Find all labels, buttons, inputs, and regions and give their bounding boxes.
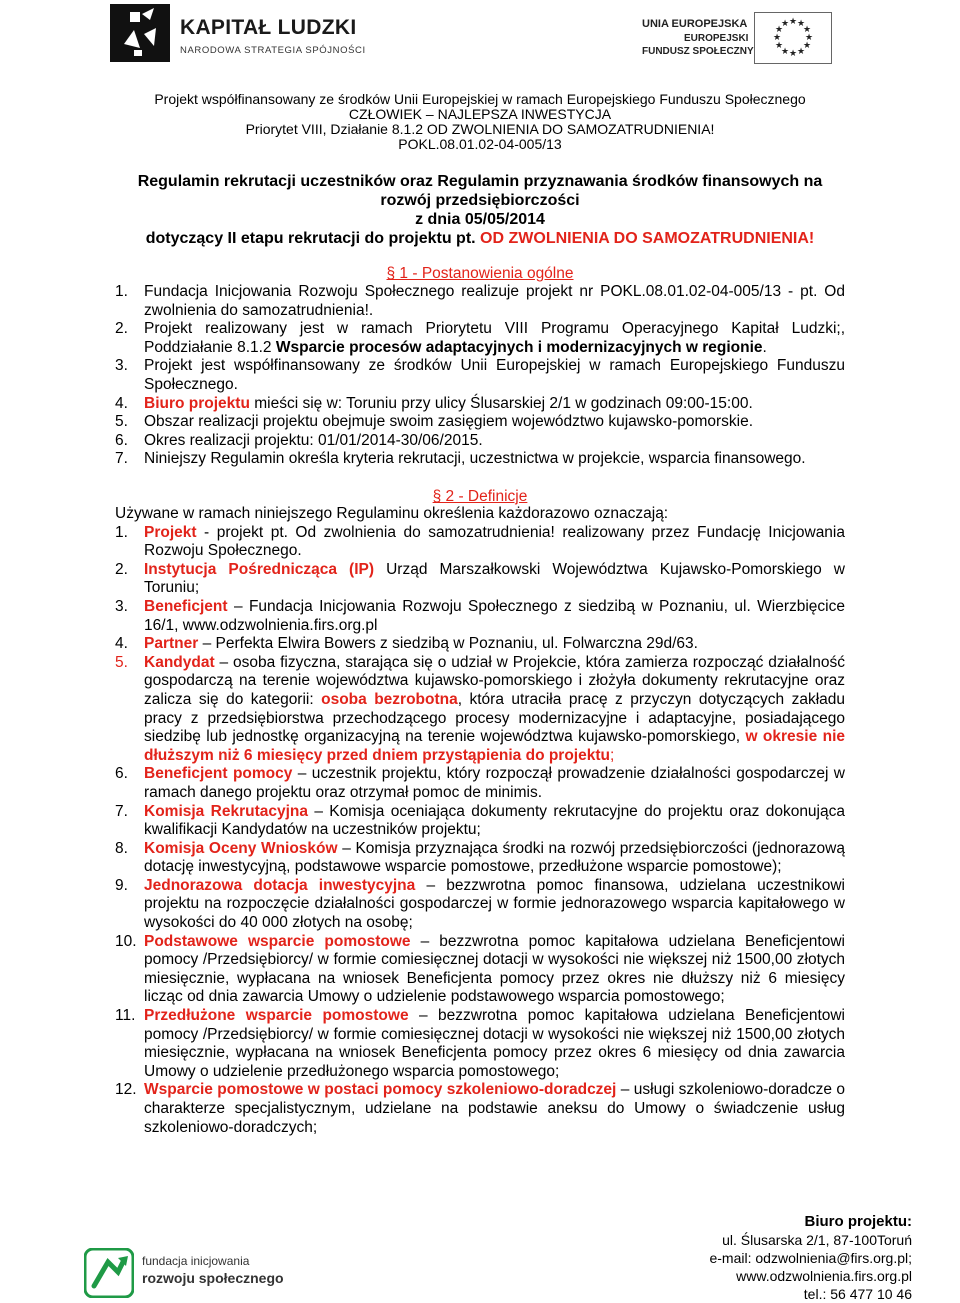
logo-left-subtitle: NARODOWA STRATEGIA SPÓJNOŚCI bbox=[180, 45, 366, 56]
header-line3: Priorytet VIII, Działanie 8.1.2 OD ZWOLNIENIA DO SAMOZATRUDNIENIA! bbox=[245, 121, 715, 137]
list-item: 4. Biuro projektu mieści się w: Toruniu przy ulicy Ślusarskiej 2/1 w godzinach 09:00-15:00. bbox=[115, 394, 753, 412]
svg-text:★: ★ bbox=[774, 41, 784, 51]
svg-text:★: ★ bbox=[772, 33, 782, 43]
list-item: 3. Projekt jest współfinansowany ze środków Unii Europejskiej w ramach Europejskiego Funduszu Społecznego. bbox=[115, 357, 845, 393]
list-item: 2. Instytucja Pośrednicząca (IP) Urząd Marszałkowski Województwa Kujawsko-Pomorskiego w Toruniu; bbox=[115, 560, 845, 597]
list-item: 10. Podstawowe wsparcie pomostowe – bezzwrotna pomoc kapitałowa udzielana Beneficjentowi pomocy /Przedsiębiorcy/ w formie comiesięcznej dotacji w wysokości nie większej niż 1500,00 złotych miesięcznie, wypłacana na wniosek Beneficjenta pomocy przez okres nie dłuższy niż 6 miesięcy licząc od dnia zawarcia Umowy o udzielenie podstawowego wsparcia pomostowego; bbox=[115, 932, 845, 1006]
list-item: 6. Okres realizacji projektu: 01/01/2014-30/06/2015. bbox=[115, 431, 483, 449]
firs-footer-logo bbox=[84, 1248, 284, 1300]
list-item: 2. Projekt realizowany jest w ramach Priorytetu VIII Programu Operacyjnego Kapitał Ludzki;, Poddziałanie 8.1.2 Wsparcie procesów adaptacyjnych i modernizacyjnych w regionie. bbox=[115, 320, 845, 356]
svg-text:★: ★ bbox=[796, 47, 806, 57]
header-line1: Projekt współfinansowany ze środków Unii Europejskiej w ramach Europejskiego Funduszu Społecznego bbox=[154, 91, 806, 107]
doc-title-line3: z dnia 05/05/2014 bbox=[415, 211, 545, 228]
list-item: 8. Komisja Oceny Wniosków – Komisja przyznająca środki na rozwój przedsiębiorczości (jednorazową dotację inwestycyjną, podstawowe wsparcie pomostowe, przedłużone wsparcie pomostowe); bbox=[115, 839, 845, 876]
contact-address: ul. Ślusarska 2/1, 87-100Toruń bbox=[722, 1232, 912, 1248]
eu-logo-line1: UNIA EUROPEJSKA bbox=[642, 18, 748, 30]
list-item: 1. Projekt - projekt pt. Od zwolnienia do samozatrudnienia! realizowany przez Fundację Inicjowania Rozwoju Społecznego. bbox=[115, 523, 845, 560]
doc-title-line4a: dotyczący II etapu rekrutacji do projektu pt. bbox=[145, 230, 476, 247]
logo-left-title: KAPITAŁ LUDZKI bbox=[180, 16, 357, 39]
contact-www[interactable]: www.odzwolnienia.firs.org.pl bbox=[736, 1268, 912, 1284]
section2-list bbox=[115, 505, 845, 1137]
section2-heading: § 2 - Definicje bbox=[432, 488, 528, 505]
eu-logo-line2: EUROPEJSKI bbox=[684, 33, 749, 44]
project-name: OD ZWOLNIENIA DO SAMOZATRUDNIENIA! bbox=[480, 230, 815, 247]
eu-logo-line3: FUNDUSZ SPOŁECZNY bbox=[642, 46, 754, 57]
list-item: 5. Kandydat – osoba fizyczna, starająca się o udział w Projekcie, która zamierza rozpocząć działalność gospodarczą na terenie województwa kujawsko-pomorskiego i złożyła dokumenty rekrutacyjne oraz zalicza się do kategorii: osoba bezrobotna, która utraciła pracę z przyczyn dotyczących zakładu pracy z przedsiębiorstwa przechodzącego procesy modernizacyjne i adaptacyjne, posiadającego siedzibę lub jednostkę organizacyjną na terenie województwa kujawsko-pomorskiego, w okresie nie dłuższym niż 6 miesięcy przed dniem przystąpienia do projektu; bbox=[115, 653, 845, 764]
kapital-ludzki-logo bbox=[110, 4, 366, 66]
svg-text:★: ★ bbox=[802, 25, 812, 35]
svg-text:★: ★ bbox=[802, 41, 812, 51]
header-line4: POKL.08.01.02-04-005/13 bbox=[398, 136, 562, 152]
doc-title-line1: Regulamin rekrutacji uczestników oraz Regulamin przyznawania środków finansowych na bbox=[137, 173, 823, 190]
header-line2: CZŁOWIEK – NAJLEPSZA INWESTYCJA bbox=[348, 106, 612, 122]
svg-text:★: ★ bbox=[804, 33, 814, 43]
section1-heading: § 1 - Postanowienia ogólne bbox=[386, 265, 574, 282]
list-item: 9. Jednorazowa dotacja inwestycyjna – bezzwrotna pomoc finansowa, udzielana uczestnikowi projektu na rozpoczęcie działalności gospodarczej w formie jednorazowego wsparcia kapitałowego w wysokości do 40 000 złotych na osobę; bbox=[115, 876, 846, 932]
list-item: 12. Wsparcie pomostowe w postaci pomocy szkoleniowo-doradczej – usługi szkoleniowo-doradcze o charakterze specjalistycznym, udzielane na podstawie aneksu do Umowy o świadczenie usług szkoleniowo-doradczych; bbox=[115, 1081, 846, 1136]
list-item: 3. Beneficjent – Fundacja Inicjowania Rozwoju Społecznego z siedzibą w Poznaniu, ul. Wierzbięcice 16/1, www.odzwolnienia.firs.org.pl bbox=[115, 597, 845, 634]
svg-text:★: ★ bbox=[780, 47, 790, 57]
footer-logo-line2: rozwoju społecznego bbox=[142, 1270, 284, 1286]
list-item: 4. Partner – Perfekta Elwira Bowers z siedzibą w Poznaniu, ul. Folwarczna 29d/63. bbox=[115, 635, 698, 653]
kapital-ludzki-emblem-icon bbox=[110, 4, 170, 62]
list-item: 5. Obszar realizacji projektu obejmuje swoim zasięgiem województwo kujawsko-pomorskie. bbox=[115, 413, 754, 431]
doc-title-line2: rozwój przedsiębiorczości bbox=[380, 192, 580, 209]
section1-list bbox=[115, 283, 845, 469]
eu-flag-icon bbox=[754, 12, 832, 64]
svg-text:★: ★ bbox=[788, 17, 798, 27]
list-item: 1. Fundacja Inicjowania Rozwoju Społecznego realizuje projekt nr POKL.08.01.02-04-005/13 - pt. Od zwolnienia do samozatrudnienia!. bbox=[115, 283, 845, 319]
svg-text:★: ★ bbox=[788, 49, 798, 59]
footer-logo-line1: fundacja inicjowania bbox=[142, 1254, 250, 1268]
list-item: 7. Niniejszy Regulamin określa kryteria rekrutacji, uczestnictwa w projekcie, wsparcia finansowego. bbox=[115, 450, 806, 468]
svg-text:★: ★ bbox=[796, 19, 806, 29]
contact-tel: tel.: 56 477 10 46 bbox=[803, 1286, 912, 1302]
contact-block bbox=[709, 1213, 912, 1303]
eu-logo bbox=[642, 12, 842, 62]
svg-text:★: ★ bbox=[780, 19, 790, 29]
contact-title: Biuro projektu: bbox=[804, 1213, 912, 1230]
list-item: 6. Beneficjent pomocy – uczestnik projektu, który rozpoczął prowadzenie działalności gospodarczej w ramach danego projektu oraz otrzymał pomoc de minimis. bbox=[115, 765, 845, 801]
svg-text:★: ★ bbox=[774, 25, 784, 35]
firs-logo-icon bbox=[84, 1248, 134, 1298]
doc-title-line4 bbox=[0, 229, 960, 249]
contact-email[interactable]: e-mail: odzwolnienia@firs.org.pl; bbox=[709, 1250, 912, 1266]
list-item: 11. Przedłużone wsparcie pomostowe – bezzwrotna pomoc kapitałowa udzielana Beneficjentowi pomocy /Przedsiębiorcy/ w formie comiesięcznej dotacji w wysokości nie większej niż 1500,00 złotych miesięcznie, wypłacana na wniosek Beneficjenta pomocy przez okres 6 miesięcy od dnia zawarcia Umowy o udzielenie przedłużonego wsparcia pomostowego; bbox=[115, 1007, 846, 1080]
section2-intro: Używane w ramach niniejszego Regulaminu określenia każdorazowo oznaczają: bbox=[115, 505, 669, 522]
list-item: 7. Komisja Rekrutacyjna – Komisja oceniająca dokumenty rekrutacyjne do projektu oraz dokonująca kwalifikacji Kandydatów na uczestników projektu; bbox=[115, 802, 845, 839]
